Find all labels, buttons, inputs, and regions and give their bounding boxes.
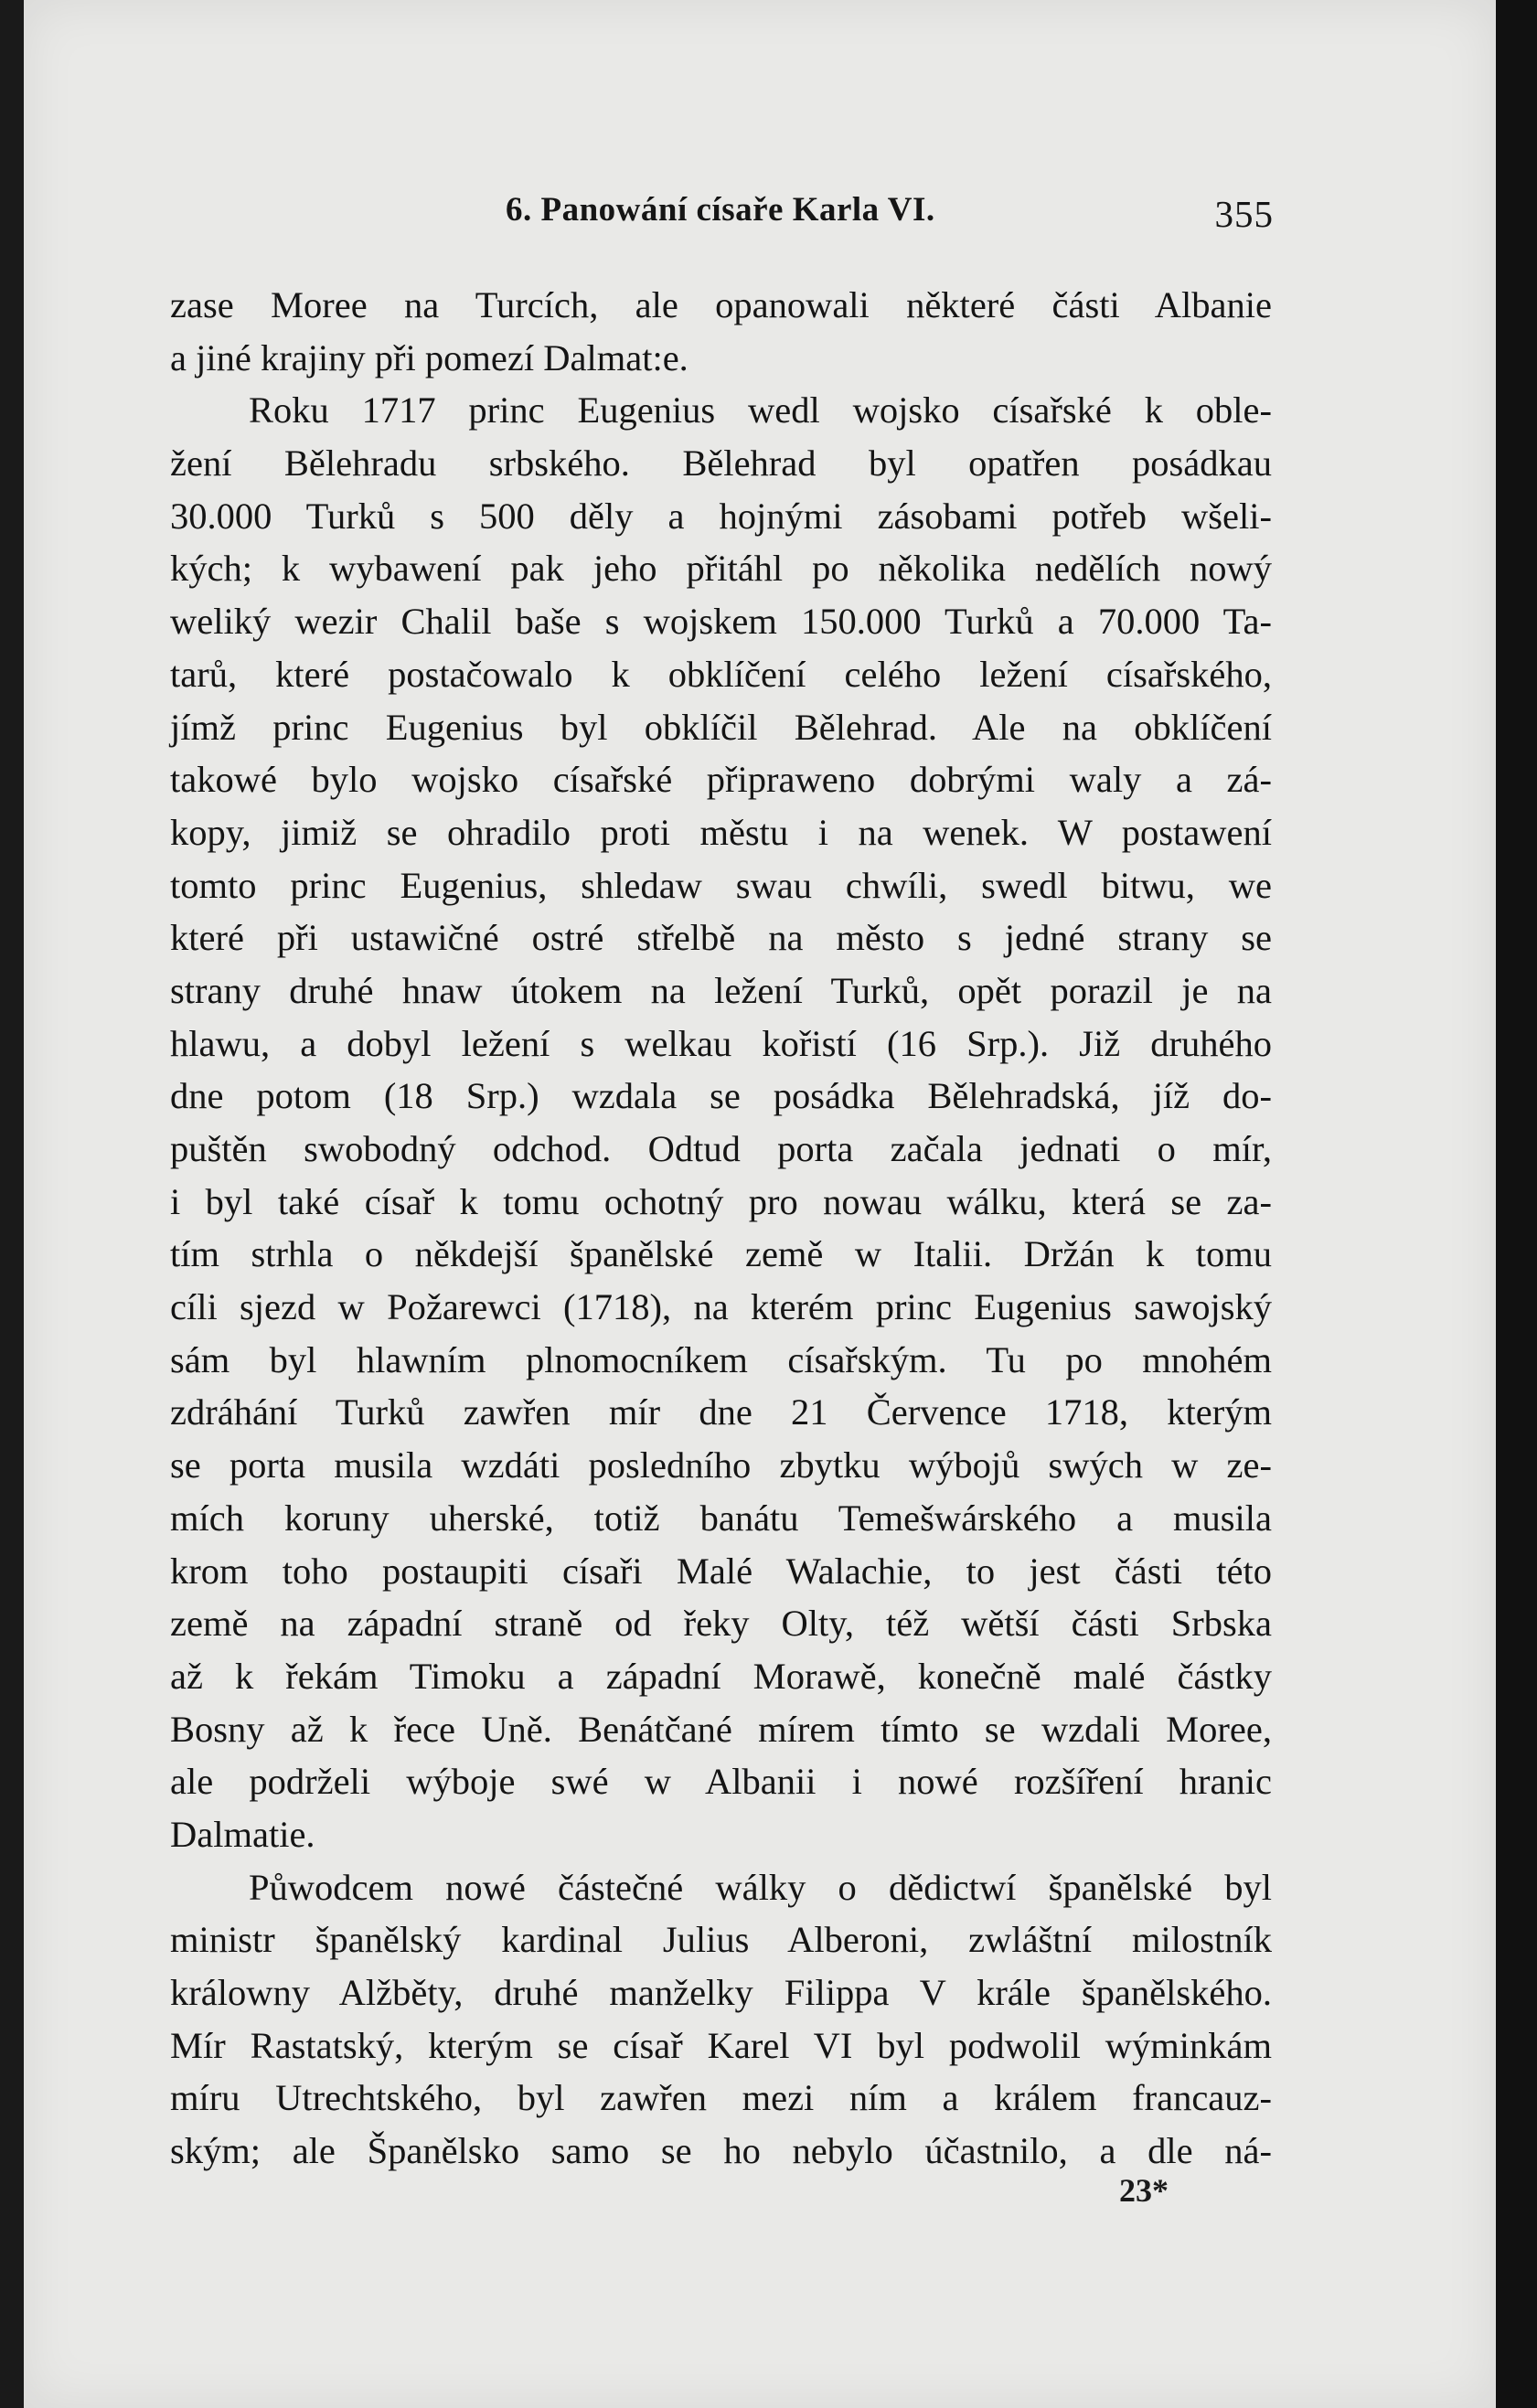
text-line: až k řekám Timoku a západní Morawě, konečně malé částky bbox=[170, 1655, 1272, 1697]
text-line: žení Bělehradu srbského. Bělehrad byl opatřen posádkau bbox=[170, 442, 1272, 485]
text-line: zase Moree na Turcích, ale opanowali některé části Albanie bbox=[170, 284, 1272, 325]
text-line: a jiné krajiny při pomezí Dalmat:e. bbox=[170, 336, 688, 378]
text-line: Roku 1717 princ Eugenius wedl wojsko císařské k oble- bbox=[249, 389, 1272, 432]
signature-mark: 23* bbox=[1119, 2172, 1169, 2209]
text-line: strany druhé hnaw útokem na ležení Turků, opět porazil je na bbox=[170, 969, 1272, 1011]
paragraph-1 bbox=[170, 279, 1272, 384]
text-line: tím strhla o někdejší španělské země w Italii. Držán k tomu bbox=[170, 1233, 1272, 1275]
text-line: cíli sjezd w Požarewci (1718), na kterém princ Eugenius sawojský bbox=[170, 1286, 1272, 1328]
text-line: takowé bylo wojsko císařské připraweno dobrými waly a zá- bbox=[170, 759, 1272, 801]
text-line: Půwodcem nowé částečné wálky o dědictwí španělské byl bbox=[249, 1866, 1272, 1908]
text-line: Bosny až k řece Uně. Benátčané mírem tímto se wzdali Moree, bbox=[170, 1708, 1272, 1750]
paragraph-3 bbox=[170, 1861, 1272, 2178]
scan-right-edge bbox=[1496, 0, 1537, 2408]
text-line: ministr španělský kardinal Julius Alberoni, zwláštní milostník bbox=[170, 1919, 1272, 1961]
text-line: dne potom (18 Srp.) wzdala se posádka Bělehradská, jíž do- bbox=[170, 1075, 1272, 1117]
text-line: puštěn swobodný odchod. Odtud porta začala jednati o mír, bbox=[170, 1128, 1272, 1169]
page-header bbox=[172, 190, 1274, 236]
text-line: krom toho postaupiti císaři Malé Walachie, to jest části této bbox=[170, 1550, 1272, 1592]
text-line: 30.000 Turků s 500 děly a hojnými zásobami potřeb wšeli- bbox=[170, 495, 1272, 537]
text-line: i byl také císař k tomu ochotný pro nowau wálku, která se za- bbox=[170, 1180, 1272, 1222]
text-line: králowny Alžběty, druhé manželky Filippa V krále španělského. bbox=[170, 1972, 1272, 2013]
text-line: kých; k wybawení pak jeho přitáhl po několika nedělích nowý bbox=[170, 548, 1272, 590]
text-line: Mír Rastatský, kterým se císař Karel VI byl podwolil wýminkám bbox=[170, 2024, 1272, 2066]
text-line: kopy, jimiž se ohradilo proti městu i na wenek. W postawení bbox=[170, 811, 1272, 853]
text-line: hlawu, a dobyl ležení s welkau kořistí (16 Srp.). Již druhého bbox=[170, 1022, 1272, 1064]
text-line: tomto princ Eugenius, shledaw swau chwíli, swedl bitwu, we bbox=[170, 864, 1272, 906]
text-line: Dalmatie. bbox=[170, 1813, 315, 1855]
text-line: ským; ale Španělsko samo se ho nebylo účastnilo, a dle ná- bbox=[170, 2130, 1272, 2172]
paragraph-2 bbox=[170, 384, 1272, 1860]
text-line: tarů, které postačowalo k obklíčení celého ležení císařského, bbox=[170, 653, 1272, 695]
text-line: země na západní straně od řeky Olty, též wětší části Srbska bbox=[170, 1603, 1272, 1645]
text-line: jímž princ Eugenius byl obklíčil Bělehrad. Ale na obklíčení bbox=[170, 706, 1272, 748]
text-line: mích koruny uherské, totiž banátu Temešwárského a musila bbox=[170, 1497, 1272, 1539]
text-line: weliký wezir Chalil baše s wojskem 150.000 Turků a 70.000 Ta- bbox=[170, 601, 1272, 643]
text-line: zdráhání Turků zawřen mír dne 21 Července 1718, kterým bbox=[170, 1391, 1272, 1433]
text-line: ale podrželi wýboje swé w Albanii i nowé rozšíření hranic bbox=[170, 1761, 1272, 1803]
page-number: 355 bbox=[1214, 193, 1274, 235]
scan-left-edge bbox=[0, 0, 24, 2408]
text-line: které při ustawičné ostré střelbě na město s jedné strany se bbox=[170, 917, 1272, 959]
running-title: 6. Panowání císaře Karla VI. bbox=[506, 191, 935, 229]
body-text bbox=[170, 279, 1272, 2178]
text-line: míru Utrechtského, byl zawřen mezi ním a králem francauz- bbox=[170, 2077, 1272, 2119]
text-line: sám byl hlawním plnomocníkem císařským. Tu po mnohém bbox=[170, 1338, 1272, 1380]
text-line: se porta musila wzdáti posledního zbytku wýbojů swých w ze- bbox=[170, 1444, 1272, 1486]
